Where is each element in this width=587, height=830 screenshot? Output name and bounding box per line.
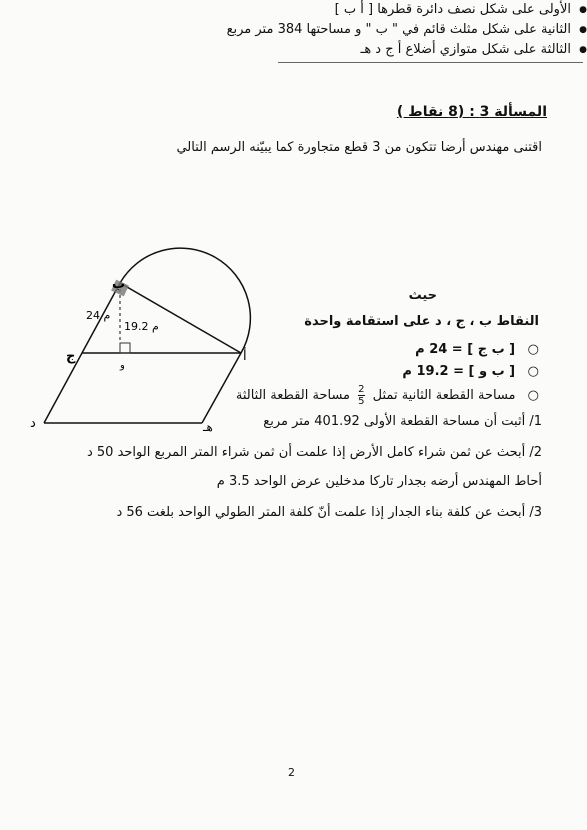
label-h: هـ [203,420,213,434]
semicircle-arc [120,248,250,353]
circle-bullet: ○ [527,364,539,379]
label-a: أ [243,349,247,364]
ratio-pre: مساحة القطعة الثانية تمثل [372,388,516,403]
fraction [358,384,364,407]
right-angle-mark-w [120,343,130,353]
collinear-statement: النقاط ب ، ج ، د على استقامة واحدة [304,314,539,329]
ratio-post: مساحة القطعة الثالثة [235,388,350,403]
problem-title: المسألة 3 : (8 نقاط ) [396,104,547,120]
condition-text: [ ب و ] = 19.2 م [402,364,516,379]
statement-wall: أحاط المهندس أرضه بجدار تاركا مدخلين عرض الواحد 3.5 م [216,474,542,489]
condition-ratio [236,384,539,407]
condition-bw [402,364,539,379]
label-b: ب [112,277,126,292]
where-heading: حيث [408,288,437,303]
list-item: ● الثالثة على شكل متوازي أضلاع أ ج د هـ [0,40,587,60]
question-1: 1/ أثبت أن مساحة القطعة الأولى 401.92 متر مربع [263,414,542,429]
fraction-numerator: 2 [358,384,365,395]
label-d: د [30,416,36,431]
condition-bj [415,342,539,357]
list-item: ● الثانية على شكل مثلث قائم في " ب " و مساحتها 384 متر مربع [0,20,587,40]
list-item: ● الأولى على شكل نصف دائرة قطرها [ أ ب ] [0,0,587,20]
label-w: و [120,360,125,371]
label-j: ج [66,349,76,364]
condition-text: [ ب ج ] = 24 م [415,342,516,357]
page-number: 2 [288,766,295,779]
question-3: 3/ أبحث عن كلفة بناء الجدار إذا علمت أنّ كلفة المتر الطولي الواحد بلغت 56 د [116,505,542,520]
circle-bullet: ○ [527,342,539,357]
fraction-denominator: 5 [358,396,365,407]
circle-bullet: ○ [527,388,539,403]
question-2: 2/ أبحث عن ثمن شراء كامل الأرض إذا علمت أن ثمن شراء المتر المربع الواحد 50 د [86,445,542,460]
diameter-ab [120,283,241,353]
problem-intro: اقتنى مهندس أرضا تتكون من 3 قطع متجاورة كما يبيّنه الرسم التالي [176,140,542,155]
length-bw: 19.2 م [124,320,159,333]
length-bj: 24 م [86,309,111,322]
